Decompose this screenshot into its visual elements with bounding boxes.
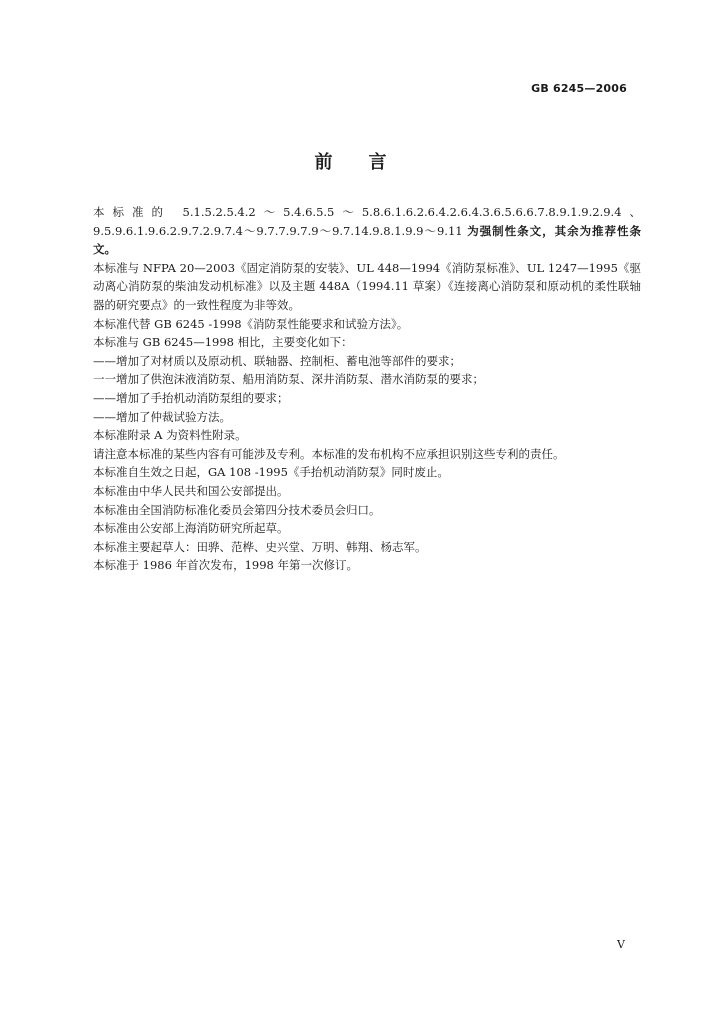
- paragraph-replaces: 本标准代替 GB 6245 -1998《消防泵性能要求和试验方法》。: [93, 316, 409, 331]
- paragraph-drafters: 本标准主要起草人：田骅、范桦、史兴堂、万明、韩翔、杨志军。: [93, 539, 427, 554]
- change-item-portable-pump: ——增加了手抬机动消防泵组的要求；: [93, 390, 289, 405]
- paragraph-patent-notice: 请注意本标准的某些内容有可能涉及专利。本标准的发布机构不应承担识别这些专利的责任。: [93, 446, 565, 461]
- change-item-pump-types: 一一增加了供泡沫液消防泵、船用消防泵、深井消防泵、潜水消防泵的要求；: [93, 372, 484, 387]
- title-char-2: 言: [368, 152, 387, 173]
- change-item-arbitration-test: ——增加了仲裁试验方法。: [93, 409, 231, 424]
- paragraph-consistency: 本标准与 NFPA 20—2003《固定消防泵的安装》、UL 448—1994《消防泵标准》、UL 1247—1995《驱动离心消防泵的柴油发动机标准》以及主题 448A（1994.11 草案）《连接离心消防泵和原动机的柔性联轴器的研究要点》的一致性程度为非等效。: [93, 260, 641, 312]
- paragraph-history: 本标准于 1986 年首次发布，1998 年第一次修订。: [93, 558, 358, 573]
- paragraph-proposed-by: 本标准由中华人民共和国公安部提出。: [93, 483, 289, 498]
- paragraph-under-jurisdiction: 本标准由全国消防标准化委员会第四分技术委员会归口。: [93, 502, 381, 517]
- foreword-body: [93, 203, 641, 575]
- title-char-1: 前: [314, 152, 333, 173]
- paragraph-changes-intro: 本标准与 GB 6245—1998 相比，主要变化如下：: [93, 335, 353, 350]
- page-title: [0, 148, 701, 174]
- page-number: V: [617, 938, 625, 951]
- change-item-materials: ——增加了对材质以及原动机、联轴器、控制柜、蓄电池等部件的要求；: [93, 353, 461, 368]
- paragraph-appendix: 本标准附录 A 为资料性附录。: [93, 428, 247, 443]
- paragraph-drafted-by: 本标准由公安部上海消防研究所起草。: [93, 521, 289, 536]
- paragraph-mandatory-clauses: [93, 203, 641, 259]
- mandatory-clauses-list: 本标准的 5.1.5.2.5.4.2～5.4.6.5.5～5.8.6.1.6.2.6.4.2.6.4.3.6.5.6.6.7.8.9.1.9.2.9.4、9.5.9.6.1.9.6.2.9.7.2.9.7.4～9.7.7.9.7.9～9.7.14.9.8.1.9.9～9.11: [93, 205, 641, 238]
- paragraph-abolished: 本标准自生效之日起，GA 108 -1995《手抬机动消防泵》同时废止。: [93, 465, 449, 480]
- standard-code: GB 6245—2006: [531, 82, 627, 95]
- mandatory-clauses-statement: 为强制性条文，其余为推荐性条文。: [93, 223, 641, 257]
